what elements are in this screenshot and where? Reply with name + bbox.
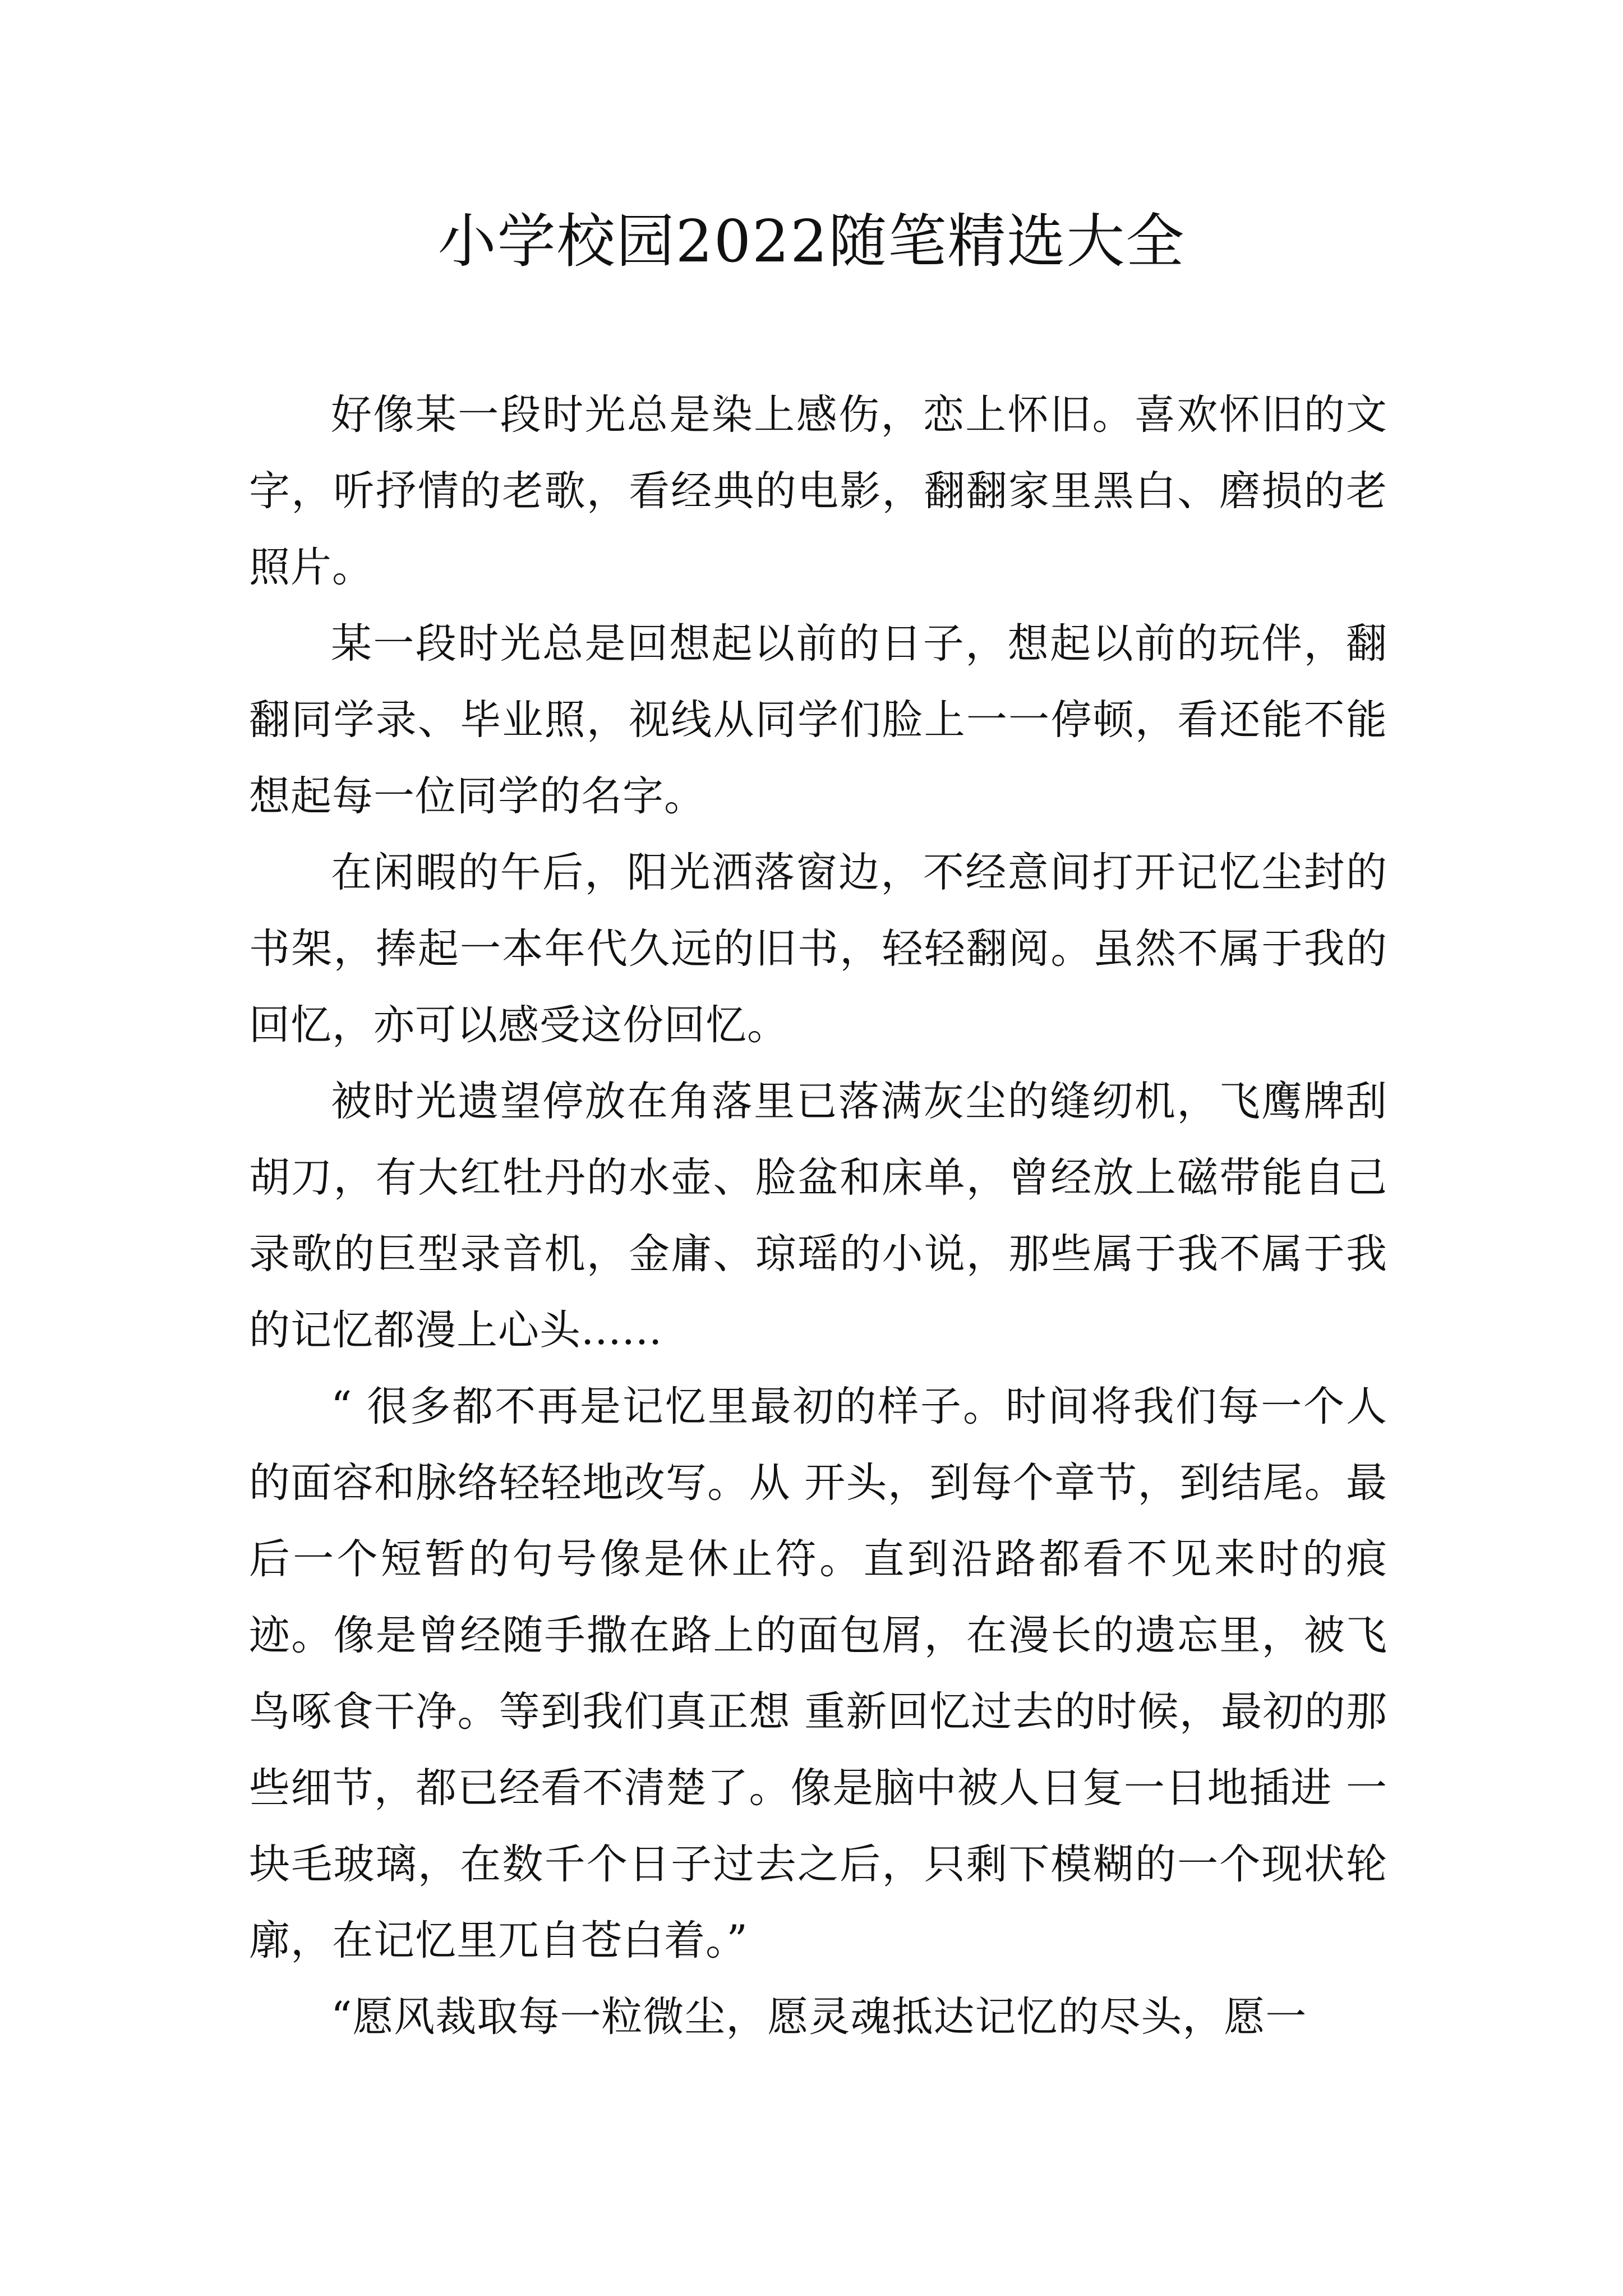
paragraph-1: 好像某一段时光总是染上感伤，恋上怀旧。喜欢怀旧的文字，听抒情的老歌，看经典的电影，翻翻家里黑白、磨损的老照片。	[249, 391, 1387, 591]
paragraph-4: 被时光遗望停放在角落里已落满灰尘的缝纫机，飞鹰牌刮胡刀，有大红牡丹的水壶、脸盆和床单，曾经放上磁带能自己录歌的巨型录音机，金庸、琼瑶的小说，那些属于我不属于我的记忆都漫上心头......	[249, 1078, 1387, 1354]
paragraph-6: “愿风裁取每一粒微尘，愿灵魂抵达记忆的尽头，愿一	[331, 1993, 1307, 2041]
document-body	[249, 377, 1387, 2055]
paragraph-5: “ 很多都不再是记忆里最初的样子。时间将我们每一个人的面容和脉络轻轻地改写。从 开头，到每个章节，到结尾。最后一个短暂的句号像是休止符。直到沿路都看不见来时的痕 迹。像是曾经随手撒在路上的面包屑，在漫长的遗忘里，被飞鸟啄食干净。等到我们真正想 重新回忆过去的时候，最初的那些细节，都已经看不清楚了。像是脑中被人日复一日地插进 一块毛玻璃，在数千个日子过去之后，只剩下模糊的一个现状轮廓，在记忆里兀自苍白着。”	[249, 1383, 1387, 1964]
paragraph-2: 某一段时光总是回想起以前的日子，想起以前的玩伴，翻翻同学录、毕业照，视线从同学们脸上一一停顿，看还能不能想起每一位同学的名字。	[249, 620, 1387, 820]
document-title: 小学校园2022随笔精选大全	[437, 207, 1186, 275]
paragraph-3: 在闲暇的午后，阳光洒落窗边，不经意间打开记忆尘封的书架，捧起一本年代久远的旧书，轻轻翻阅。虽然不属于我的回忆，亦可以感受这份回忆。	[249, 849, 1387, 1049]
